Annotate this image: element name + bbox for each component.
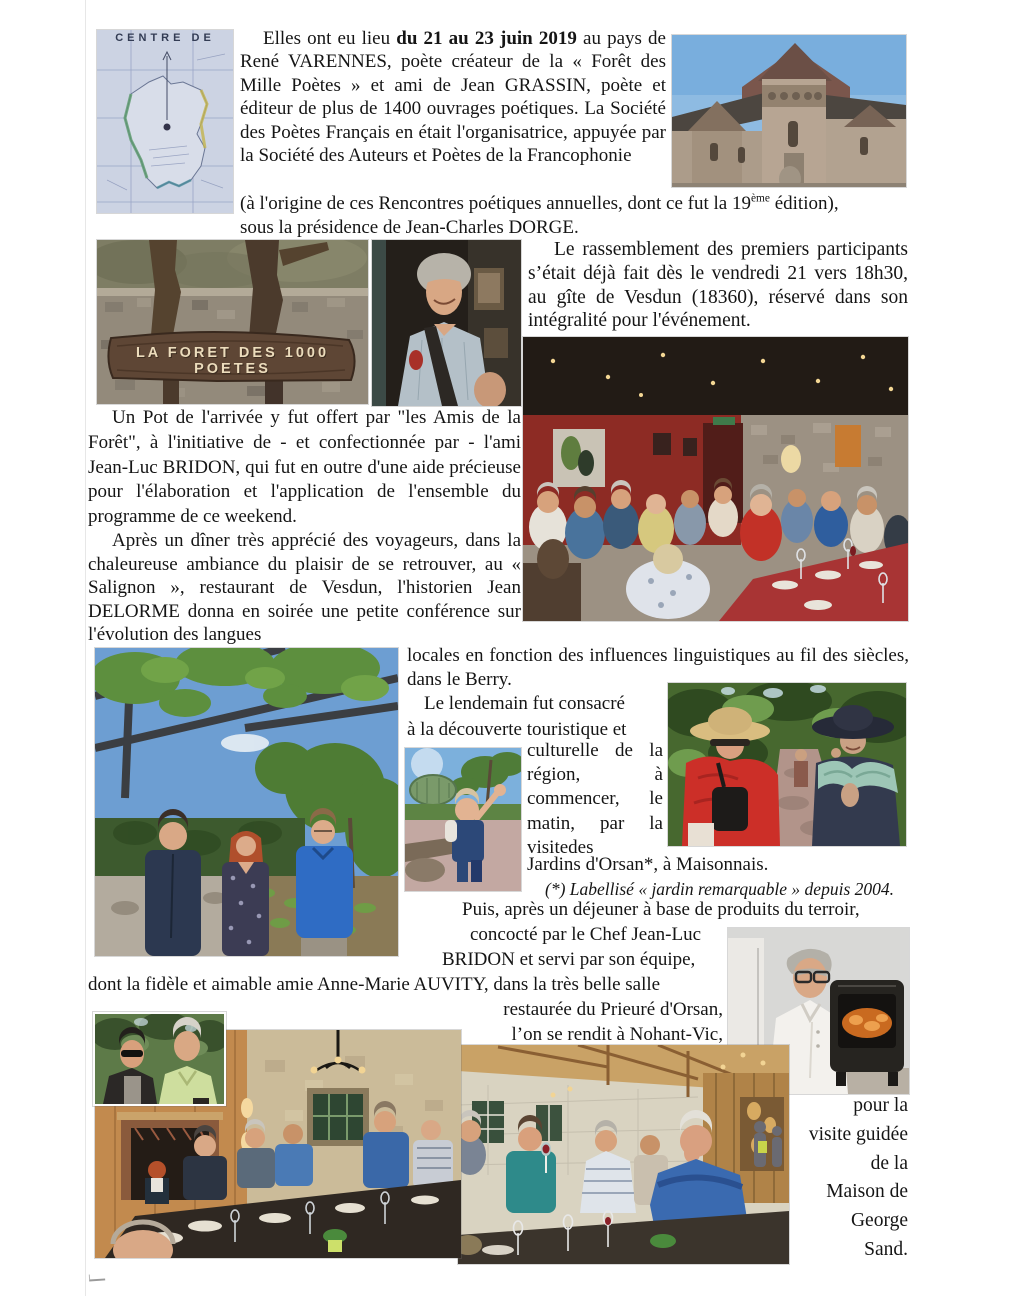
george-sand-line-5: George (850, 1210, 908, 1232)
smiling-man-photo (372, 240, 521, 406)
paragraph-george-sand (795, 1092, 908, 1265)
next-day-line2: à la découverte touristique et (407, 719, 627, 740)
forest-sign-text: LA FORET DES 1000 POETES (135, 344, 330, 377)
george-sand-line-6: Sand. (864, 1238, 908, 1260)
george-sand-line-3: de la (870, 1152, 908, 1174)
two-women-illustration (668, 683, 906, 846)
two-men-photo (93, 1012, 226, 1106)
paragraph-lunch-line3: BRIDON et servi par son équipe, (442, 949, 696, 970)
paragraph-lunch-line6: l’on se rendit à Nohant-Vic, (511, 1024, 723, 1045)
paragraph-lunch-line5: restaurée du Prieuré d'Orsan, (503, 999, 723, 1020)
footnote-jardin-remarquable: (*) Labellisé « jardin remarquable » depuis 2004. (545, 879, 895, 899)
edition-line1 (240, 192, 910, 216)
scan-artifact (89, 1273, 105, 1281)
two-men-illustration (95, 1014, 224, 1104)
paragraph-lunch-line2: concocté par le Chef Jean-Luc (470, 924, 702, 945)
paragraph-gathering: Le rassemblement des premiers participants s’était déjà fait dès le vendredi 21 vers 18h30, au gîte de Vesdun (18360), réservé dans son intégralité pour l'événement. (528, 239, 908, 332)
dining-hall-stone-photo (458, 1045, 789, 1264)
restaurant-illustration (523, 337, 908, 621)
edition-post: édition), (769, 193, 839, 214)
paragraph-lunch-line1: Puis, après un déjeuner à base de produits du terroir, (462, 899, 860, 920)
edition-superscript: ème (750, 192, 770, 205)
garden-group-photo (95, 648, 398, 956)
george-sand-line-1: pour la (853, 1095, 908, 1116)
forest-sign-photo (97, 240, 368, 404)
next-day-line1: Le lendemain fut consacré (424, 693, 625, 714)
church-photo (672, 35, 906, 187)
george-sand-line-4: Maison de (826, 1181, 908, 1203)
smiling-man-illustration (372, 240, 521, 406)
paragraph-cultural-visit: culturelle de la région, à commencer, le matin, par la visitedes (527, 740, 663, 858)
intro-rest: au pays de René VARENNES, poète créateur de la « Forêt des Mille Poètes » et ami de Jean GRASSIN, poète et éditeur de plus de 1400 ouvrages poétiques. La Société des Poètes Français en était l'organisatrice, appuyée par la Société des Auteurs et Poètes de la Francophonie (240, 28, 666, 167)
edition-line2: sous la présidence de Jean-Charles DORGE. (240, 217, 579, 238)
paragraph-next-day (407, 691, 667, 743)
map-illustration (97, 30, 233, 213)
paragraph-lunch-line4: dont la fidèle et aimable amie Anne-Marie AUVITY, dans la très belle salle (88, 974, 661, 995)
restaurant-dinner-photo (523, 337, 908, 621)
scan-margin-line (85, 0, 86, 1296)
paragraph-dinner-lecture: Après un dîner très apprécié des voyageurs, dans la chaleureuse ambiance du plaisir de se retrouver, au « Salignon », restaurant de Vesdun, l'historien Jean DELORME donna en soirée une petite conférence sur l'évolution des langues (88, 530, 521, 645)
church-illustration (672, 35, 906, 187)
paragraph-languages: locales en fonction des influences linguistiques au fil des siècles, dans le Berry. (407, 645, 909, 690)
paragraph-welcome-drink: Un Pot de l'arrivée y fut offert par "les Amis de la Forêt", à l'initiative de - et confectionnée par - l'ami Jean-Luc BRIDON, qui fut en outre d'une aide précieuse pour l'élaboration et l'application de l'ensemble du programme de ce weekend. (88, 407, 521, 528)
child-photo (405, 748, 521, 891)
paragraph-orsan: Jardins d'Orsan*, à Maisonnais. (527, 854, 769, 875)
two-women-garden-photo (668, 683, 906, 846)
forest-sign-illustration (97, 240, 368, 404)
dining-hall2-illustration (458, 1045, 789, 1264)
garden-group-illustration (95, 648, 398, 956)
child-illustration (405, 748, 521, 891)
paragraph-edition (240, 192, 910, 240)
map-title: CENTRE DE (115, 32, 215, 44)
intro-lead: Elles ont eu lieu (263, 28, 397, 49)
paragraph-intro (240, 27, 666, 167)
george-sand-line-2: visite guidée (808, 1123, 908, 1145)
edition-pre: (à l'origine de ces Rencontres poétiques annuelles, dont ce fut la 19 (240, 193, 751, 214)
map-of-france-photo (97, 30, 233, 213)
event-dates-bold: du 21 au 23 juin 2019 (396, 28, 577, 49)
